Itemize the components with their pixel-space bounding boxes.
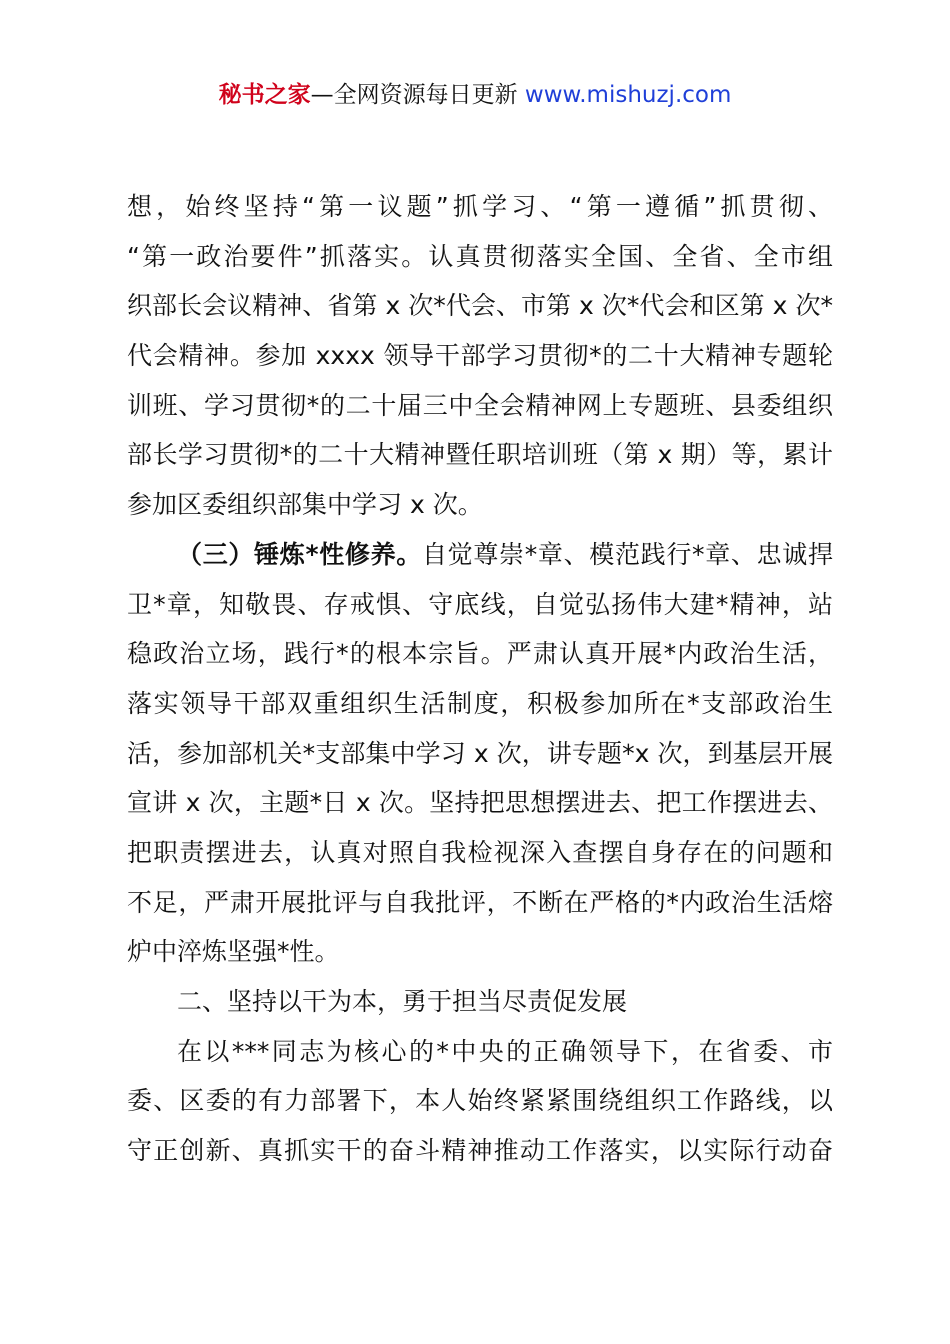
body-line: 想，始终坚持“第一议题”抓学习、“第一遵循”抓贯彻、 (127, 192, 833, 221)
body-line: 稳政治立场，践行*的根本宗旨。严肃认真开展*内政治生活， (127, 639, 833, 669)
header-brand: 秘书之家 (218, 82, 311, 108)
body-line: 炉中淬炼坚强*性。 (127, 937, 340, 967)
section-2-heading: 二、坚持以干为本，勇于担当尽责促发展 (177, 987, 628, 1016)
page-header (0, 78, 950, 112)
body-line: 参加区委组织部集中学习 x 次。 (127, 490, 483, 520)
paragraph-first-line: 在以***同志为核心的*中央的正确领导下，在省委、市 (177, 1036, 833, 1066)
body-line: 卫*章，知敬畏、存戒惧、守底线，自觉弘扬伟大建*精神，站 (127, 589, 833, 619)
section-3-first-line (127, 530, 833, 580)
body-line: 落实领导干部双重组织生活制度，积极参加所在*支部政治生 (127, 688, 833, 718)
body-line: 不足，严肃开展批评与自我批评，不断在严格的*内政治生活熔 (127, 887, 833, 917)
header-tagline: —全网资源每日更新 (310, 82, 525, 108)
body-line: “第一政治要件”抓落实。认真贯彻落实全国、全省、全市组 (127, 241, 833, 271)
body-line: 训班、学习贯彻*的二十届三中全会精神网上专题班、县委组织 (127, 390, 833, 420)
body-line: 部长学习贯彻*的二十大精神暨任职培训班（第 x 期）等，累计 (127, 440, 833, 470)
document-body (127, 182, 833, 1176)
section-3-heading: （三）锤炼*性修养。 (177, 539, 422, 569)
body-line: 守正创新、真抓实干的奋斗精神推动工作落实，以实际行动奋 (127, 1136, 833, 1166)
body-line: 活，参加部机关*支部集中学习 x 次，讲专题*x 次，到基层开展 (127, 738, 833, 768)
body-line: 把职责摆进去，认真对照自我检视深入查摆自身存在的问题和 (127, 837, 833, 867)
body-line: 宣讲 x 次，主题*日 x 次。坚持把思想摆进去、把工作摆进去、 (127, 788, 833, 818)
body-line: 代会精神。参加 xxxx 领导干部学习贯彻*的二十大精神专题轮 (127, 341, 833, 371)
header-url-link[interactable]: www.mishuzj.com (524, 82, 732, 108)
section-3-text: 自觉尊崇*章、模范践行*章、忠诚捍 (421, 539, 833, 569)
body-line: 委、区委的有力部署下，本人始终紧紧围绕组织工作路线，以 (127, 1086, 833, 1116)
body-line: 织部长会议精神、省第 x 次*代会、市第 x 次*代会和区第 x 次* (127, 291, 833, 321)
